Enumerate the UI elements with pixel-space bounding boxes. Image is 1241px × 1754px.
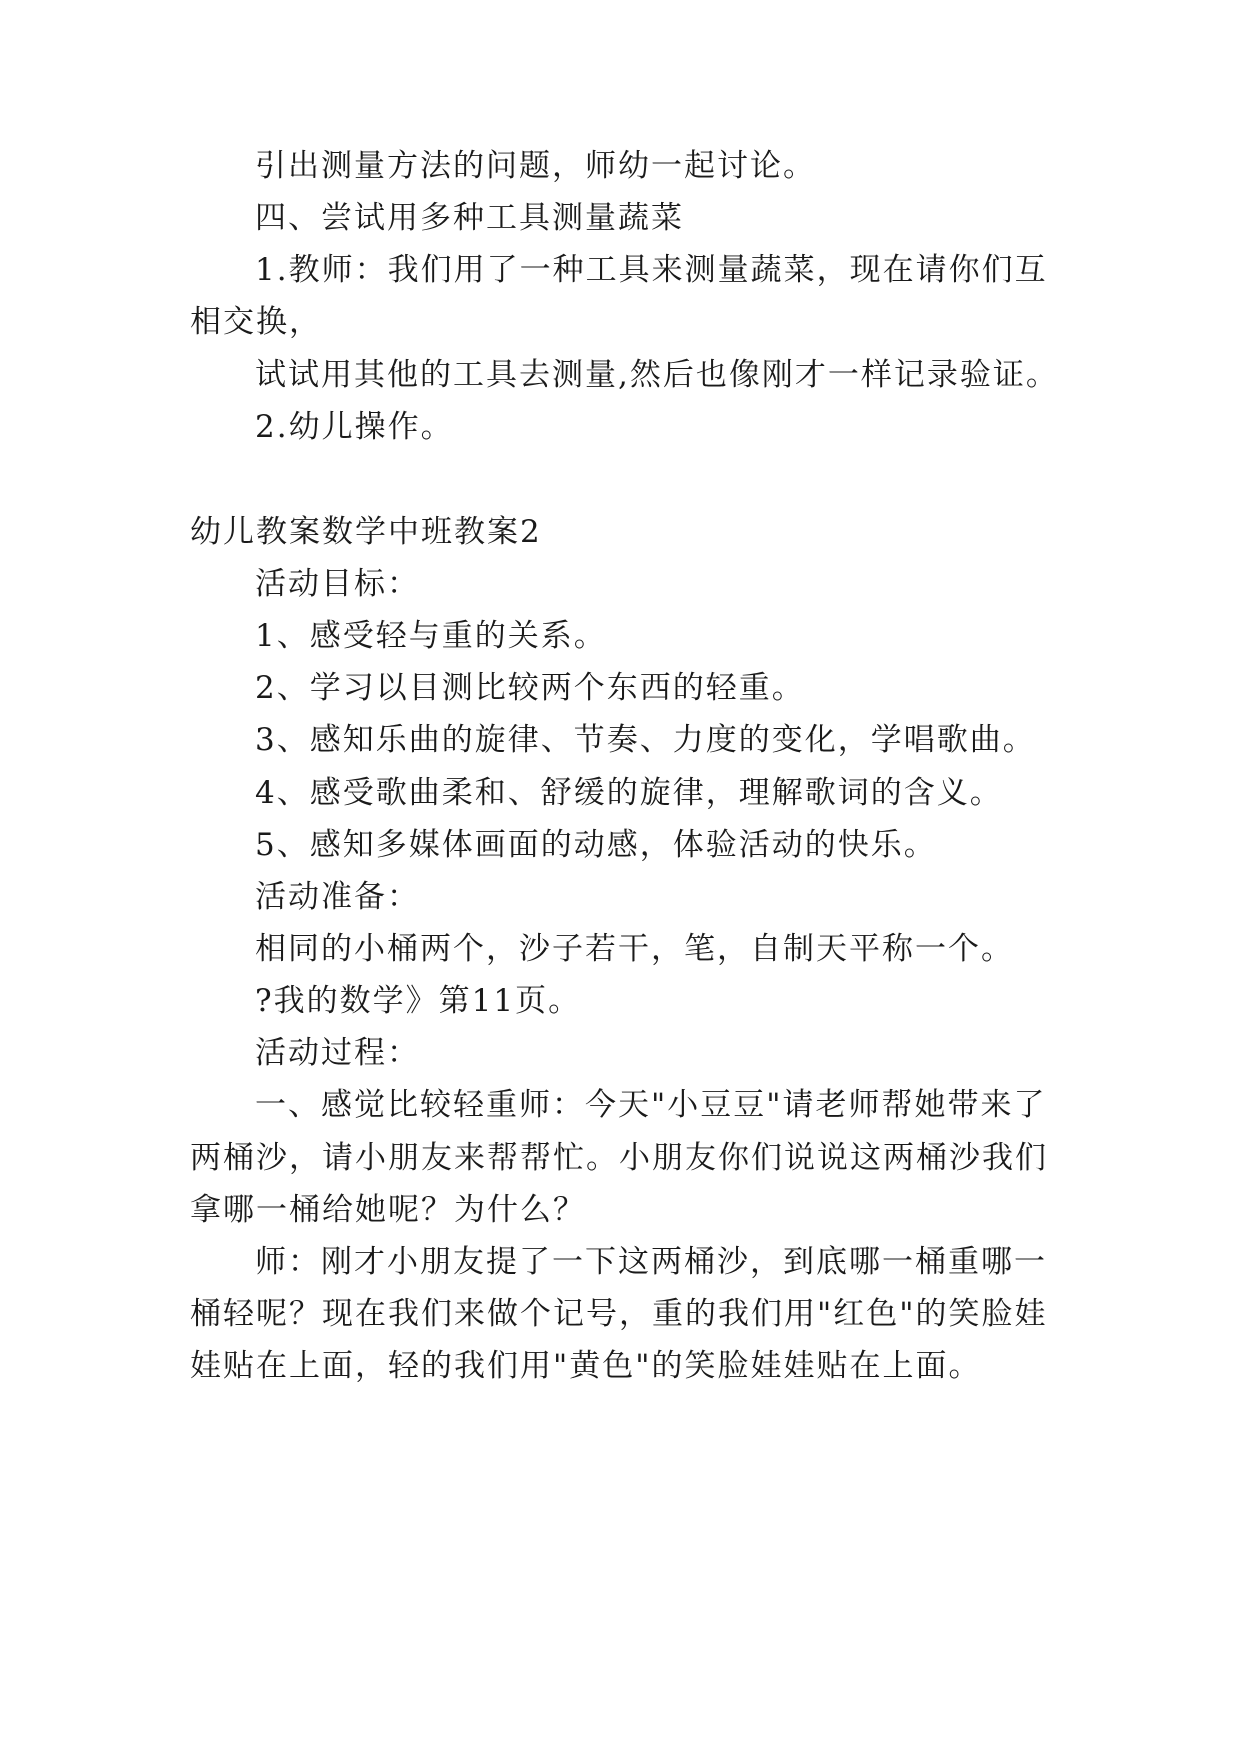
paragraph-line: 一、感觉比较轻重师：今天"小豆豆"请老师帮她带来了: [255, 1087, 1047, 1123]
paragraph-line: 相交换，: [190, 304, 322, 340]
paragraph-line: 师：刚才小朋友提了一下这两桶沙，到底哪一桶重哪一: [255, 1244, 1047, 1280]
list-item: 3、感知乐曲的旋律、节奏、力度的变化，学唱歌曲。: [255, 722, 1036, 758]
paragraph-line: 娃贴在上面，轻的我们用"黄色"的笑脸娃娃贴在上面。: [190, 1348, 982, 1384]
section-heading: 活动准备：: [255, 879, 420, 915]
paragraph-line: 桶轻呢？现在我们来做个记号，重的我们用"红色"的笑脸娃: [190, 1296, 1048, 1332]
section-heading: 活动过程：: [255, 1035, 420, 1071]
list-item: 1、感受轻与重的关系。: [255, 618, 607, 654]
paragraph-line: ?我的数学》第11页。: [255, 983, 582, 1019]
document-title: 幼儿教案数学中班教案2: [190, 514, 542, 550]
section-heading: 活动目标：: [255, 566, 420, 602]
list-item: 5、感知多媒体画面的动感，体验活动的快乐。: [255, 827, 937, 863]
paragraph-line: 两桶沙，请小朋友来帮帮忙。小朋友你们说说这两桶沙我们: [190, 1140, 1048, 1176]
paragraph-line: 引出测量方法的问题，师幼一起讨论。: [255, 148, 816, 184]
paragraph-line: 试试用其他的工具去测量,然后也像刚才一样记录验证。: [255, 357, 1059, 393]
section-heading: 四、尝试用多种工具测量蔬菜: [255, 200, 684, 236]
paragraph-line: 2.幼儿操作。: [255, 409, 454, 445]
paragraph-line: 1.教师：我们用了一种工具来测量蔬菜，现在请你们互: [255, 252, 1048, 288]
paragraph-line: 相同的小桶两个，沙子若干，笔，自制天平称一个。: [255, 931, 1014, 967]
paragraph-line: 拿哪一桶给她呢？为什么？: [190, 1192, 586, 1228]
list-item: 2、学习以目测比较两个东西的轻重。: [255, 670, 805, 706]
list-item: 4、感受歌曲柔和、舒缓的旋律，理解歌词的含义。: [255, 775, 1003, 811]
